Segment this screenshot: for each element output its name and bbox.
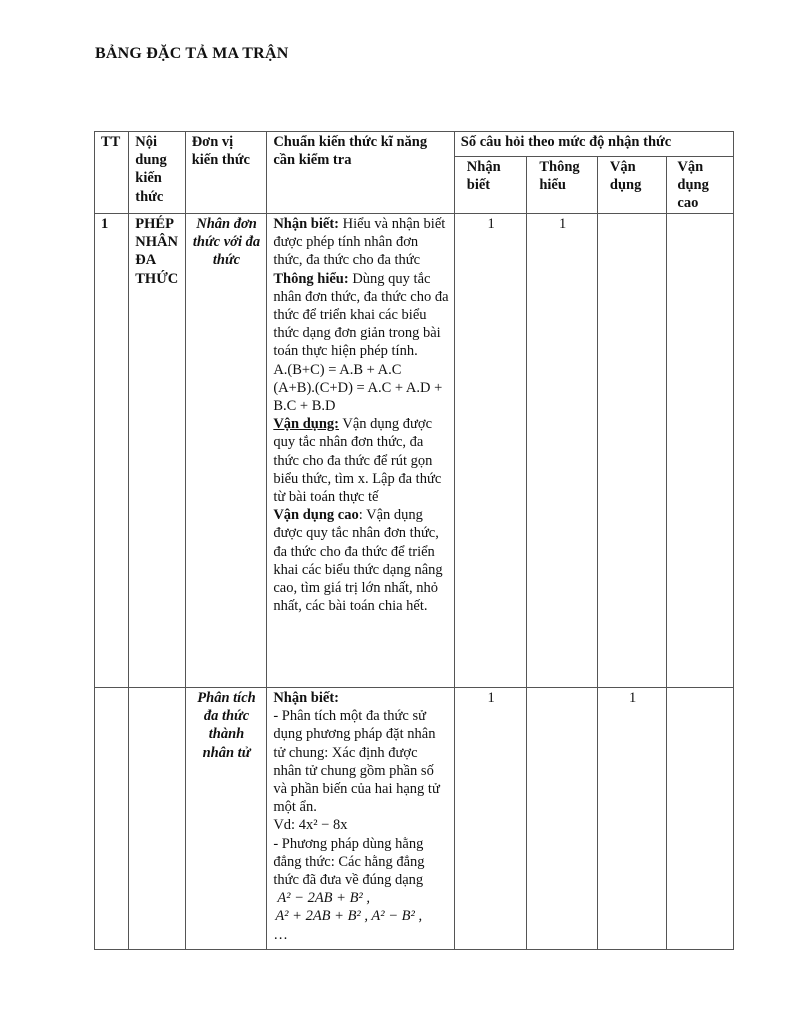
identity-expression-1: A² − 2AB + B² , — [277, 890, 371, 907]
row-chuan-kien-thuc — [267, 214, 454, 688]
van-dung-cao-paragraph — [273, 506, 448, 615]
count-thong-hieu: 1 — [527, 214, 598, 688]
van-dung-cao-label: Vận dụng cao — [273, 507, 359, 524]
specification-matrix-table — [94, 131, 734, 950]
count-van-dung — [597, 214, 667, 688]
header-noi-dung: Nội dung kiến thức — [129, 132, 185, 214]
row-noi-dung: PHÉP NHÂN ĐA THỨC — [129, 214, 185, 688]
nhan-biet-label: Nhận biết: — [273, 690, 339, 706]
header-so-cau-hoi: Số câu hỏi theo mức độ nhận thức — [454, 132, 733, 157]
row-tt — [95, 688, 129, 950]
count-thong-hieu — [527, 688, 598, 950]
nhan-biet-label: Nhận biết: — [273, 216, 339, 232]
van-dung-paragraph — [273, 415, 448, 506]
ellipsis: … — [273, 926, 288, 943]
header-thong-hieu: Thông hiểu — [527, 157, 598, 214]
nhan-biet-text: Hiểu và nhận biết được phép tính nhân đơn thức, đa thức cho đa thức — [273, 216, 446, 269]
identity-expression-2: A² + 2AB + B² , A² − B² , — [275, 908, 423, 925]
count-nhan-biet: 1 — [454, 214, 527, 688]
header-van-dung: Vận dụng — [597, 157, 667, 214]
count-van-dung-cao — [667, 214, 734, 688]
count-van-dung-cao — [667, 688, 734, 950]
row-don-vi: Nhân đơn thức với đa thức — [185, 214, 267, 688]
van-dung-cao-text: : Vận dụng được quy tắc nhân đơn thức, đa thức cho đa thức để triển khai các biểu thức dạng nâng cao, tìm giá trị lớn nhất, nhỏ nhất, các bài toán chia hết. — [273, 507, 443, 615]
thong-hieu-paragraph — [273, 270, 448, 361]
header-tt: TT — [95, 132, 129, 214]
formula-2: (A+B).(C+D) = A.C + A.D + B.C + B.D — [273, 379, 443, 415]
row-chuan-kien-thuc — [267, 688, 454, 950]
row-tt: 1 — [95, 214, 129, 688]
example-expression: Vd: 4x² − 8x — [273, 817, 348, 834]
count-nhan-biet: 1 — [454, 688, 527, 950]
formula-1: A.(B+C) = A.B + A.C — [273, 361, 402, 378]
van-dung-label: Vận dụng: — [273, 416, 340, 433]
document-title: BẢNG ĐẶC TẢ MA TRẬN — [95, 45, 289, 62]
thong-hieu-text: Dùng quy tắc nhân đơn thức, đa thức cho đa thức để triển khai các biểu thức dạng đơn giản trong bài toán thực hiện phép tính. — [273, 270, 449, 360]
count-van-dung: 1 — [597, 688, 667, 950]
row-noi-dung — [129, 688, 185, 950]
header-row-1 — [95, 132, 734, 157]
thong-hieu-label: Thông hiểu: — [273, 270, 349, 287]
header-nhan-biet: Nhận biết — [454, 157, 527, 214]
hang-dang-thuc-text: - Phương pháp dùng hằng đẳng thức: Các hằng đẳng thức đã đưa về đúng dạng — [273, 835, 425, 889]
row-don-vi: Phân tích đa thức thành nhân tử — [185, 688, 267, 950]
header-chuan-kien-thuc: Chuẩn kiến thức kĩ năng cần kiểm tra — [267, 132, 454, 214]
table-row — [95, 214, 734, 688]
dat-nhan-tu-chung-text: - Phân tích một đa thức sử dụng phương pháp đặt nhân tử chung: Xác định được nhân tử chung gồm phần số và phần biến của hai hạng tử một ẩn. — [273, 708, 440, 816]
table-row — [95, 688, 734, 950]
header-don-vi: Đơn vị kiến thức — [185, 132, 267, 214]
nhan-biet-paragraph — [273, 215, 448, 270]
header-van-dung-cao: Vận dụng cao — [667, 157, 734, 214]
van-dung-text: Vận dụng được quy tắc nhân đơn thức, đa thức cho đa thức để rút gọn biểu thức, tìm x. Lập đa thức từ bài toán thực tế — [273, 416, 442, 506]
